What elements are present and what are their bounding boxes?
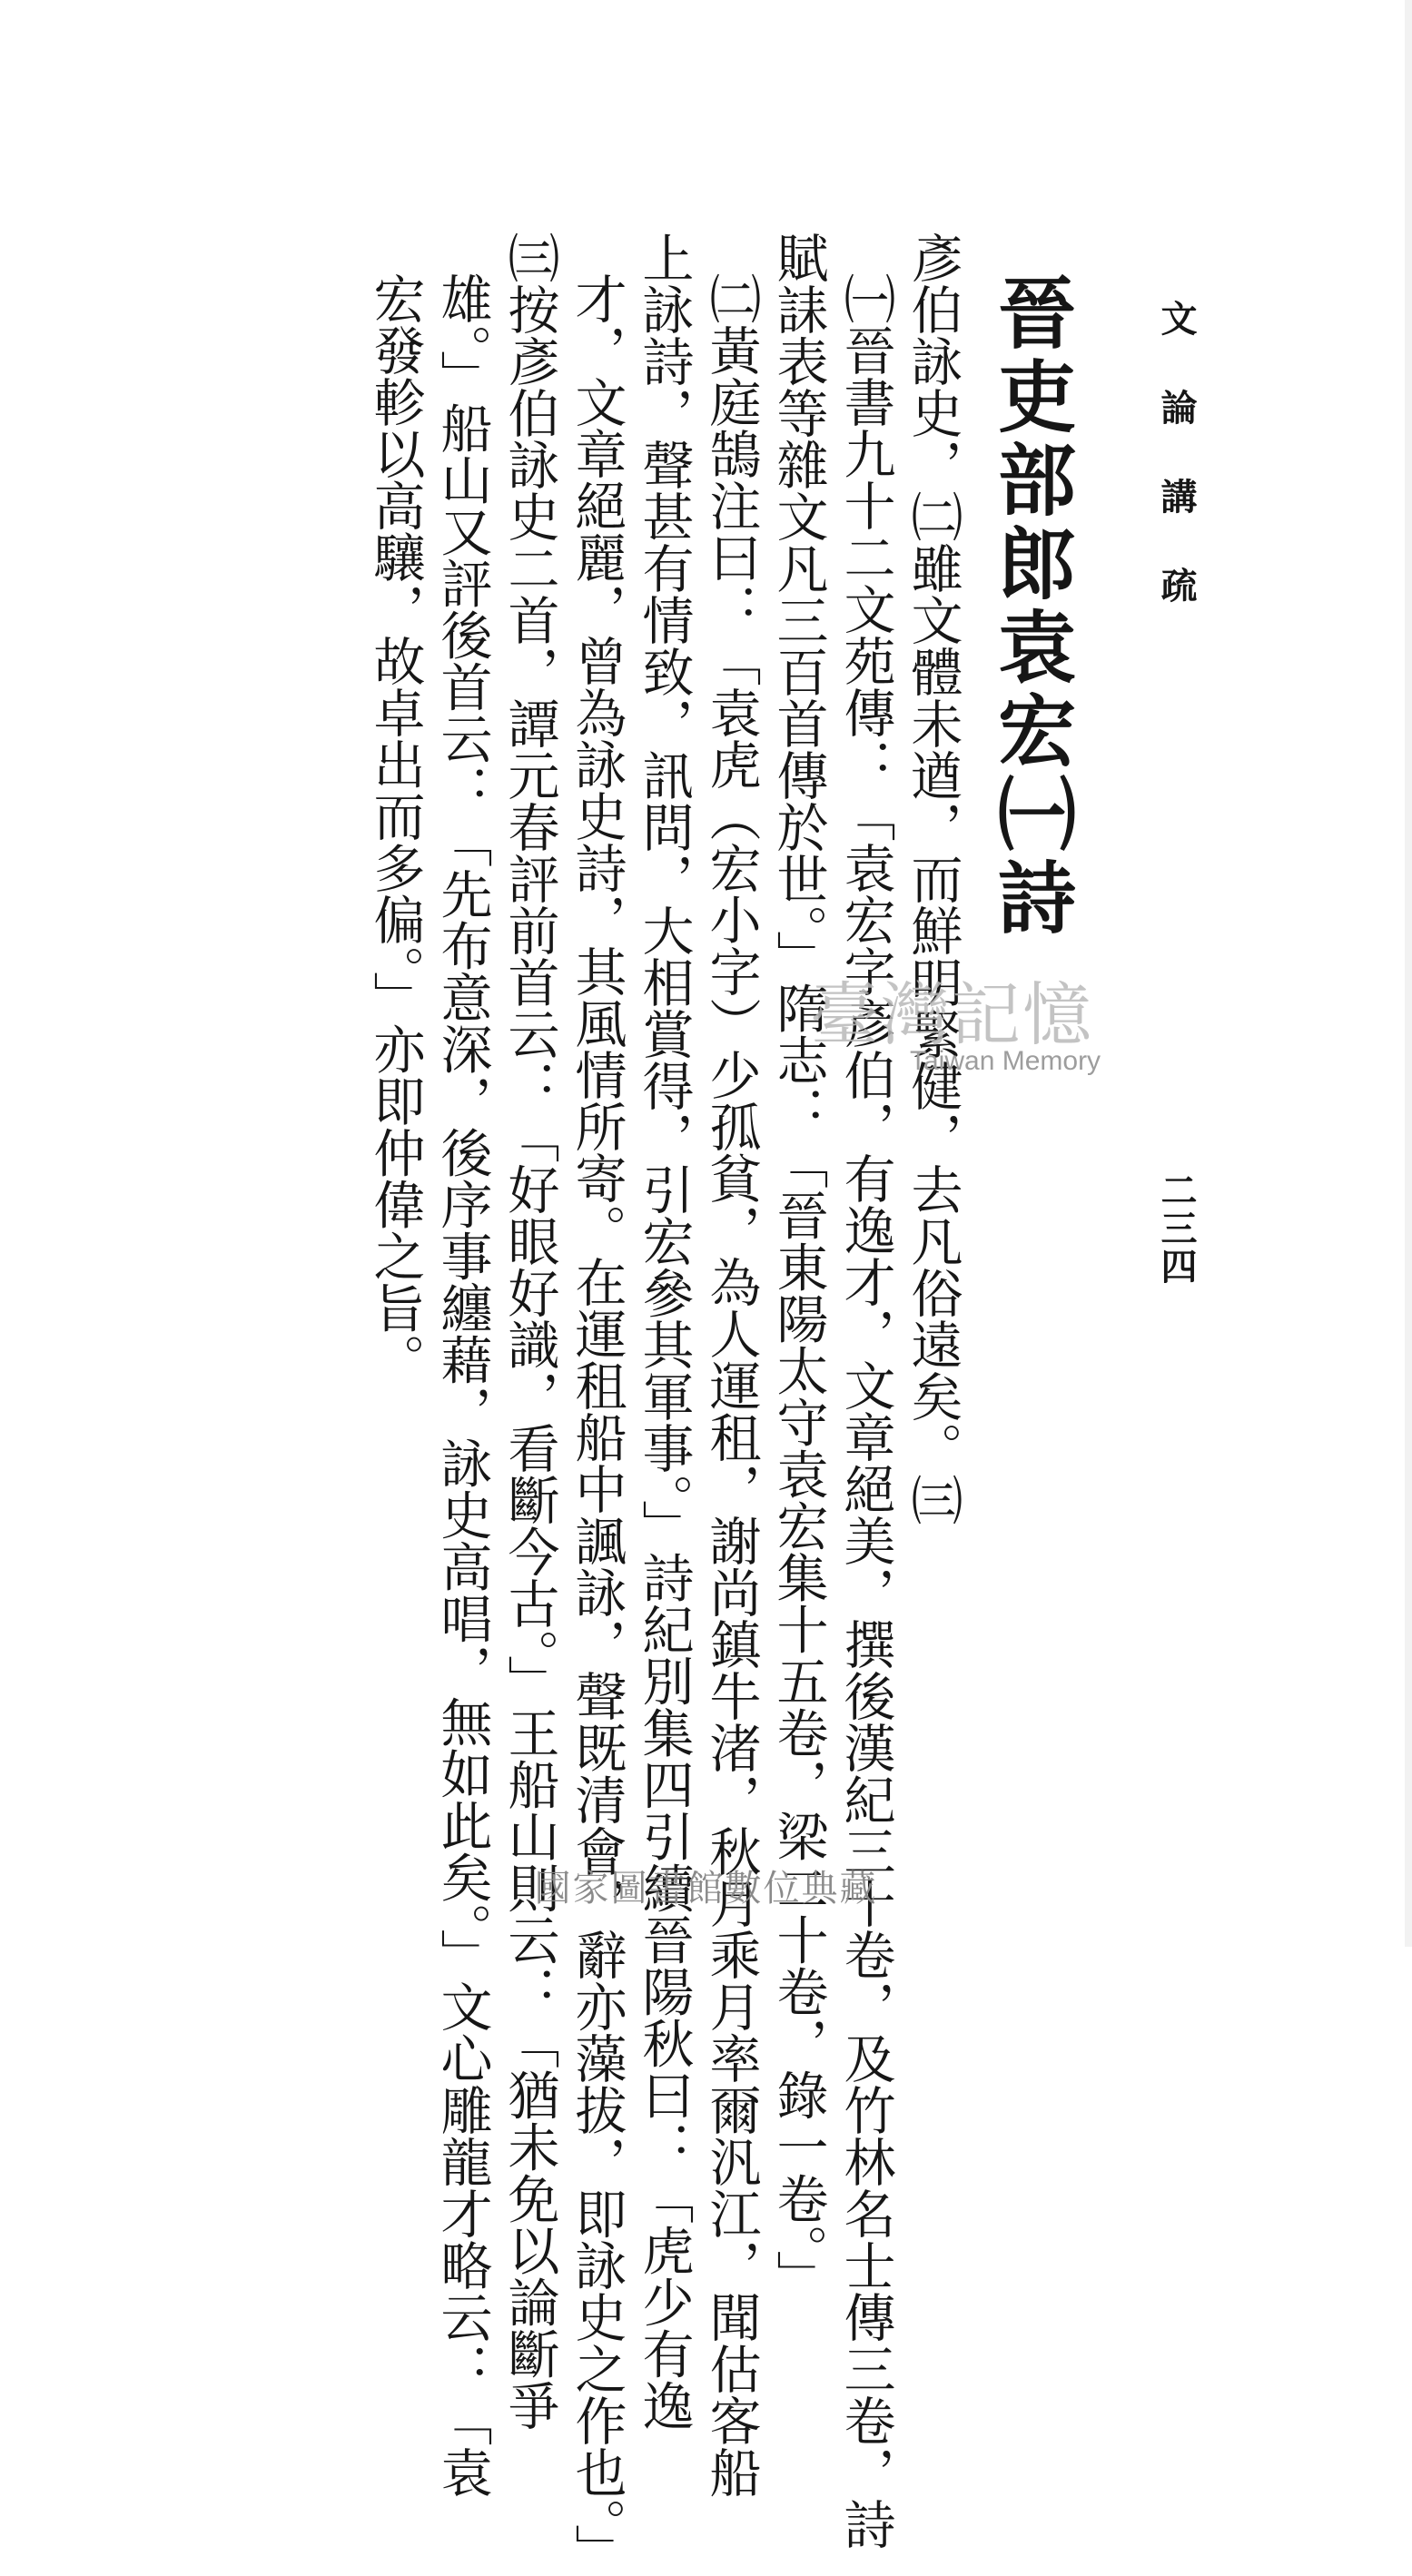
note-line: ㈠晉書九十二文苑傳：「袁宏字彥伯，有逸才，文章絕美，撰後漢紀三十卷，及竹林名士傳三卷，詩 (835, 272, 895, 2550)
article-title: 晉吏部郎袁宏㈠詩 (984, 272, 1076, 941)
watermark-subtitle: Taiwan Memory (910, 1046, 1101, 1076)
note-line: 宏發軫以高驤，故卓出而多偏。」亦即仲偉之旨。 (365, 272, 425, 1386)
note-line: 才，文章絕麗，曾為詠史詩，其風情所寄。在運租船中諷詠，聲既清會，辭亦藻拔，即詠史之作也。」 (567, 272, 627, 2576)
page-gutter (1405, 0, 1412, 1947)
note-line: 上詠詩，聲甚有情致，訊問，大相賞得，引宏參其軍事。」詩紀別集四引續晉陽秋曰：「虎少有逸 (634, 232, 694, 2432)
footer-credit: 國家圖書館數位典藏 (534, 1868, 878, 1910)
main-text: 彥伯詠史，㈡雖文體未遒，而鮮明緊健，去凡俗遠矣。㈢ (903, 232, 963, 1525)
watermark (810, 974, 1155, 1126)
running-title: 文論講疏 (1155, 300, 1198, 656)
note-line: ㈢按彥伯詠史二首，譚元春評前首云：「好眼好識，看斷今古。」王船山則云：「猶未免以論斷爭 (499, 232, 559, 2432)
note-line: ㈡黃庭鵠注曰：「袁虎（宏小字）少孤貧，為人運租，謝尚鎮牛渚，秋月乘月率爾汎江，聞估客船 (701, 272, 761, 2498)
note-line: 賦誄表等雜文凡三百首傳於世。」隋志：「晉東陽太守袁宏集十五卷，梁二十卷，錄一卷。」 (768, 232, 828, 2302)
page-number: 二三四 (1155, 1171, 1198, 1286)
watermark-title: 臺灣記憶 (810, 974, 1093, 1055)
note-line: 雄。」船山又評後首云：「先布意深，後序事纏藉，詠史高唱，無如此矣。」文心雕龍才略云：「袁 (432, 272, 492, 2498)
